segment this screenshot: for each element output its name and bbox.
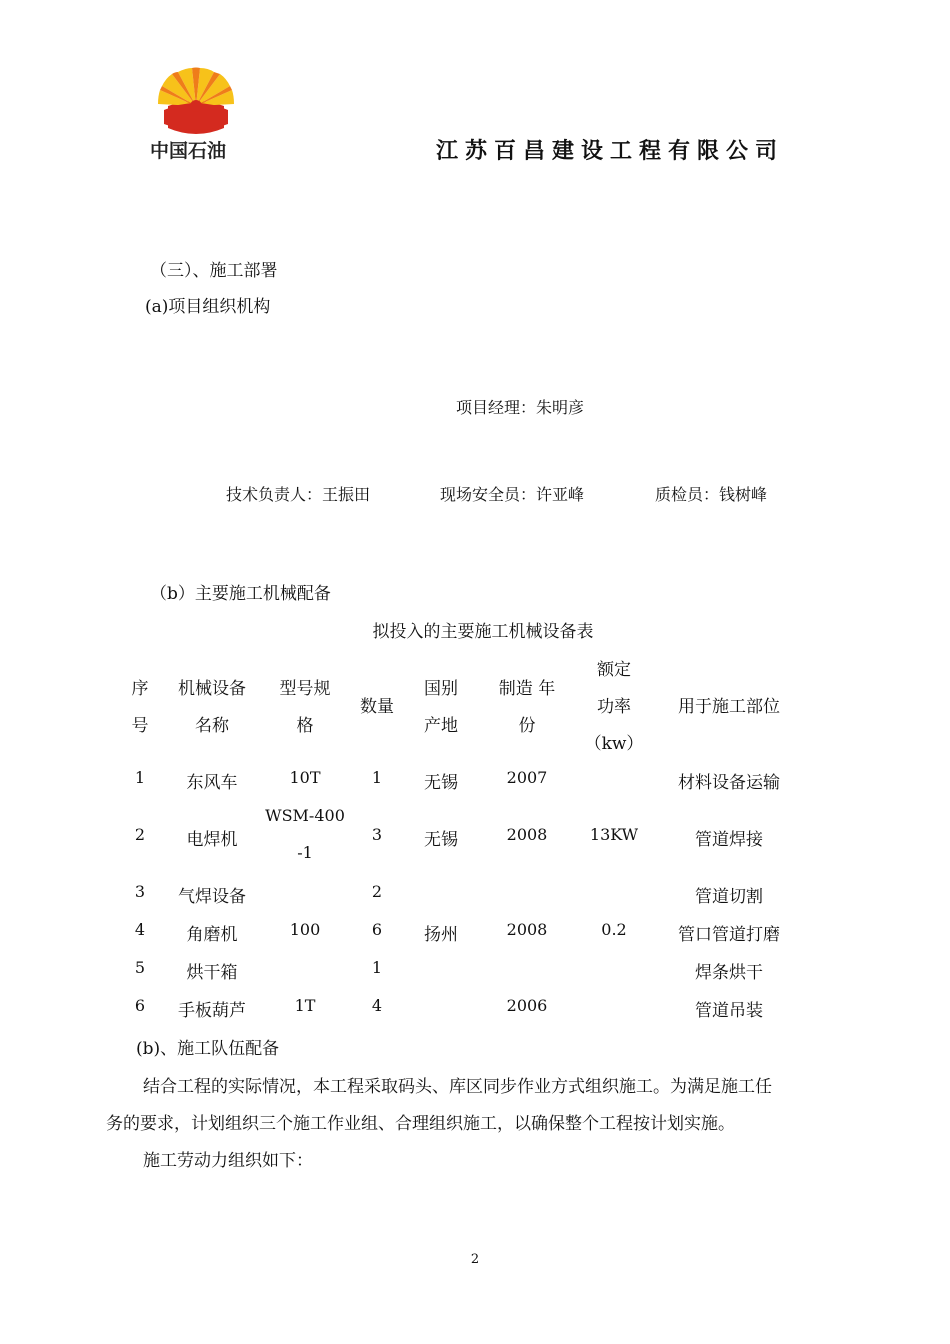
header-year-2: 份 xyxy=(518,716,536,736)
labor-intro: 施工劳动力组织如下： xyxy=(143,1151,313,1171)
cell-model-line2: -1 xyxy=(297,843,313,862)
cell-qty: 6 xyxy=(371,920,383,939)
cell-seq: 3 xyxy=(134,882,146,901)
project-manager: 项目经理：朱明彦 xyxy=(456,398,585,417)
header-power-2: 功率 xyxy=(597,697,631,717)
cell-origin: 扬州 xyxy=(424,925,458,945)
header-seq-2: 号 xyxy=(131,716,149,736)
cell-usage: 管道焊接 xyxy=(695,830,763,850)
cell-usage: 管口管道打磨 xyxy=(678,925,780,945)
cell-power: 0.2 xyxy=(601,920,627,939)
header-origin-2: 产地 xyxy=(424,716,458,736)
cell-usage: 材料设备运输 xyxy=(678,773,780,793)
header-seq-1: 序 xyxy=(131,679,149,699)
technical-lead: 技术负责人：王振田 xyxy=(226,485,371,504)
cell-origin: 无锡 xyxy=(424,830,458,850)
cell-model: 100 xyxy=(289,920,321,939)
cell-seq: 2 xyxy=(134,825,146,844)
cell-name: 角磨机 xyxy=(186,925,238,945)
cell-model-line1: WSM-400 xyxy=(265,806,345,825)
cell-qty: 2 xyxy=(371,882,383,901)
subheading-machinery: （b）主要施工机械配备 xyxy=(150,584,331,604)
cell-name: 东风车 xyxy=(186,773,238,793)
header-qty: 数量 xyxy=(360,697,394,717)
quality-inspector: 质检员：钱树峰 xyxy=(655,485,768,504)
cell-usage: 管道切割 xyxy=(695,887,763,907)
cell-year: 2008 xyxy=(506,825,548,844)
safety-officer: 现场安全员：许亚峰 xyxy=(440,485,585,504)
header-usage: 用于施工部位 xyxy=(678,697,780,717)
cell-qty: 4 xyxy=(371,996,383,1015)
cell-usage: 焊条烘干 xyxy=(695,963,763,983)
cell-year: 2007 xyxy=(506,768,548,787)
cell-seq: 1 xyxy=(134,768,146,787)
cell-origin: 无锡 xyxy=(424,773,458,793)
cell-model: 1T xyxy=(294,996,316,1015)
cell-year: 2006 xyxy=(506,996,548,1015)
subheading-team: (b)、施工队伍配备 xyxy=(136,1039,280,1059)
cell-name: 电焊机 xyxy=(186,830,238,850)
header-origin-1: 国别 xyxy=(424,679,458,699)
petrochina-emblem-icon xyxy=(148,66,244,136)
cell-seq: 6 xyxy=(134,996,146,1015)
header-model-1: 型号规 xyxy=(279,679,331,699)
cell-usage: 管道吊装 xyxy=(695,1001,763,1021)
header-name-2: 名称 xyxy=(195,716,229,736)
paragraph-line-1: 结合工程的实际情况，本工程采取码头、库区同步作业方式组织施工。为满足施工任 xyxy=(143,1077,772,1097)
header-year-1: 制造 年 xyxy=(498,679,556,699)
cell-model: 10T xyxy=(289,768,321,787)
page-number: 2 xyxy=(470,1252,480,1267)
cell-power: 13KW xyxy=(589,825,639,844)
header-power-1: 额定 xyxy=(597,660,631,680)
cell-qty: 3 xyxy=(371,825,383,844)
cell-seq: 5 xyxy=(134,958,146,977)
cell-qty: 1 xyxy=(371,768,383,787)
logo-text: 中国石油 xyxy=(150,140,227,162)
cell-name: 气焊设备 xyxy=(178,887,246,907)
cell-name: 烘干箱 xyxy=(186,963,238,983)
table-title: 拟投入的主要施工机械设备表 xyxy=(372,622,594,642)
company-name: 江苏百昌建设工程有限公司 xyxy=(436,139,785,164)
cell-year: 2008 xyxy=(506,920,548,939)
subheading-org: (a)项目组织机构 xyxy=(145,297,271,317)
header-power-3: （kw） xyxy=(584,734,644,754)
cell-qty: 1 xyxy=(371,958,383,977)
cell-seq: 4 xyxy=(134,920,146,939)
paragraph-line-2: 务的要求，计划组织三个施工作业组、合理组织施工，以确保整个工程按计划实施。 xyxy=(106,1114,735,1134)
cell-name: 手板葫芦 xyxy=(178,1001,246,1021)
section-heading: （三）、施工部署 xyxy=(150,261,278,281)
header-name-1: 机械设备 xyxy=(178,679,246,699)
header-model-2: 格 xyxy=(296,716,314,736)
